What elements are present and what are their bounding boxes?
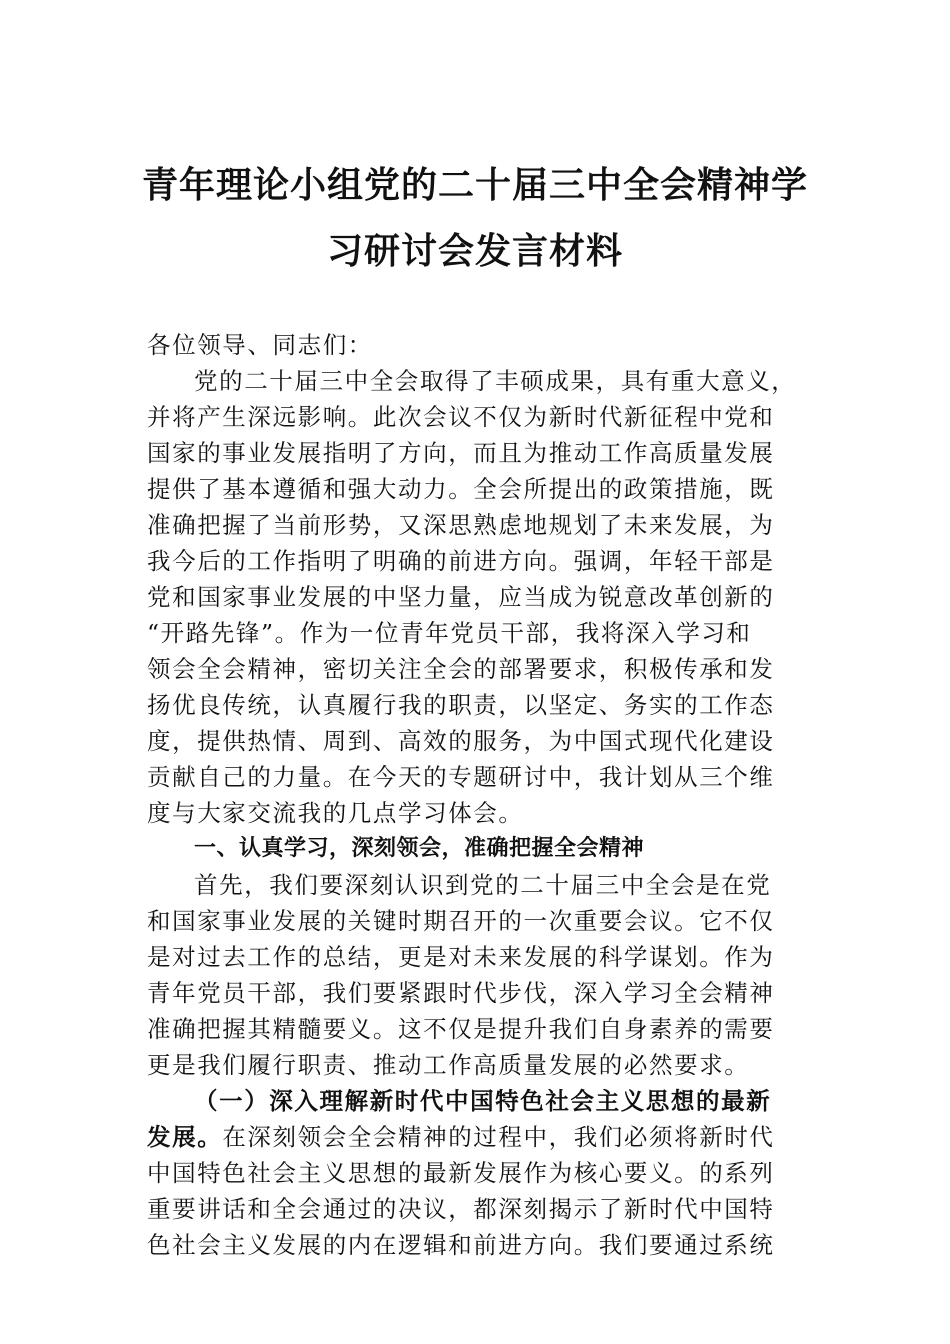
paragraph-line: 提供了基本遵循和强大动力。全会所提出的政策措施，既: [147, 475, 775, 503]
paragraph-line: 并将产生深远影响。此次会议不仅为新时代新征程中党和: [147, 403, 775, 431]
subheading-1-continued: 发展。: [147, 1123, 223, 1151]
section-heading-1: 一、认真学习，深刻领会，准确把握全会精神: [194, 836, 645, 861]
paragraph-line: 党和国家事业发展的中坚力量，应当成为锐意改革创新的: [147, 583, 775, 611]
paragraph-2: [147, 867, 807, 1083]
paragraph-line: 贡献自己的力量。在今天的专题研讨中，我计划从三个维: [147, 763, 775, 791]
paragraph-line: 中国特色社会主义思想的最新发展作为核心要义。的系列: [147, 1159, 775, 1187]
paragraph-line: “开路先锋”。作为一位青年党员干部，我将深入学习和: [147, 619, 752, 647]
document-title-line-2: 习研讨会发言材料: [326, 230, 623, 272]
greeting: 各位领导、同志们：: [147, 331, 373, 359]
paragraph-1: [147, 363, 807, 831]
paragraph-line: 和国家事业发展的关键时期召开的一次重要会议。它不仅: [147, 907, 775, 935]
paragraph-line: [147, 1119, 807, 1155]
paragraph-line: 重要讲话和全会通过的决议，都深刻揭示了新时代中国特: [147, 1195, 775, 1223]
paragraph-line: 是对过去工作的总结，更是对未来发展的科学谋划。作为: [147, 943, 775, 971]
document-title-line-1: 青年理论小组党的二十届三中全会精神学: [141, 164, 808, 206]
paragraph-line: 国家的事业发展指明了方向，而且为推动工作高质量发展: [147, 439, 775, 467]
paragraph-3: [147, 1083, 807, 1263]
paragraph-line: 首先，我们要深刻认识到党的二十届三中全会是在党: [194, 871, 772, 899]
paragraph-line: 准确把握了当前形势，又深思熟虑地规划了未来发展，为: [147, 511, 775, 539]
paragraph-line: 准确把握其精髓要义。这不仅是提升我们自身素养的需要: [147, 1015, 775, 1043]
document-body: [147, 327, 807, 1263]
paragraph-3-first-line: 在深刻领会全会精神的过程中，我们必须将新时代: [222, 1123, 775, 1151]
paragraph-line: 度与大家交流我的几点学习体会。: [147, 799, 524, 827]
paragraph-line: 领会全会精神，密切关注全会的部署要求，积极传承和发: [147, 655, 775, 683]
paragraph-line: 党的二十届三中全会取得了丰硕成果，具有重大意义，: [194, 367, 797, 395]
paragraph-line: 度，提供热情、周到、高效的服务，为中国式现代化建设: [147, 727, 775, 755]
subheading-1: （一）深入理解新时代中国特色社会主义思想的最新: [194, 1087, 772, 1115]
paragraph-line: 青年党员干部，我们要紧跟时代步伐，深入学习全会精神: [147, 979, 775, 1007]
paragraph-line: 扬优良传统，认真履行我的职责，以坚定、务实的工作态: [147, 691, 775, 719]
paragraph-line: 更是我们履行职责、推动工作高质量发展的必然要求。: [147, 1051, 750, 1079]
paragraph-line: 色社会主义发展的内在逻辑和前进方向。我们要通过系统: [147, 1231, 775, 1259]
paragraph-line: 我今后的工作指明了明确的前进方向。强调，年轻干部是: [147, 547, 775, 575]
